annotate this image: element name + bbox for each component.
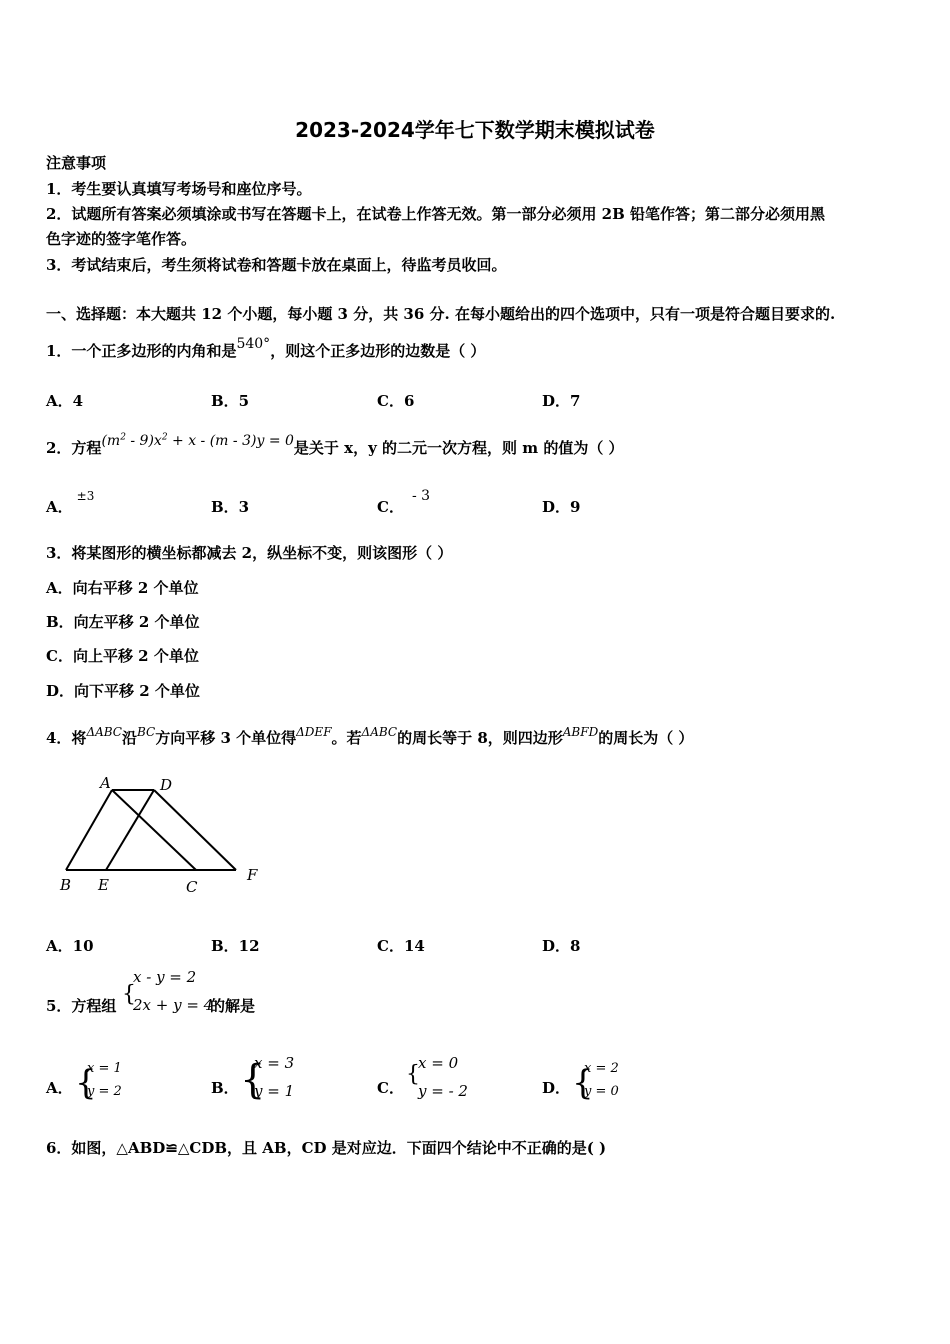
- segment-AC: [112, 790, 196, 870]
- notice-item: 1．考生要认真填写考场号和座位序号。: [46, 180, 312, 198]
- question-3: 3．将某图形的横坐标都减去 2，纵坐标不变，则该图形（ ）: [46, 544, 453, 562]
- question-1: [46, 336, 486, 361]
- page-title: 2023-2024学年七下数学期末模拟试卷: [295, 118, 655, 142]
- q5-b-y: y = 1: [254, 1082, 295, 1100]
- q3-option-d: D．向下平移 2 个单位: [46, 682, 200, 700]
- q5-eq1: x - y = 2: [133, 968, 197, 986]
- segment-DF: [154, 790, 236, 870]
- question-6: 6．如图，△ABD≌△CDB，且 AB，CD 是对应边．下面四个结论中不正确的是( ): [46, 1139, 607, 1157]
- label-B: B: [60, 876, 72, 894]
- q4-option-d: D．8: [542, 937, 581, 955]
- q4-option-a: A．10: [46, 937, 94, 955]
- label-A: A: [100, 774, 111, 792]
- q5-c-y: y = - 2: [418, 1082, 468, 1100]
- section-heading: 一、选择题：本大题共 12 个小题，每小题 3 分，共 36 分. 在每小题给出的四个选项中，只有一项是符合题目要求的.: [46, 305, 836, 323]
- q1-option-a: A．4: [46, 392, 84, 410]
- segment-AB: [66, 790, 112, 870]
- q1-option-d: D．7: [542, 392, 581, 410]
- notice-item: 2．试题所有答案必须填涂或书写在答题卡上，在试卷上作答无效。第一部分必须用 2B 铅笔作答；第二部分必须用黑: [46, 205, 826, 223]
- q5-a-y: y = 2: [87, 1084, 122, 1099]
- q5-d-y: y = 0: [584, 1084, 619, 1099]
- q5-c-x: x = 0: [418, 1054, 459, 1072]
- q4-option-b: B．12: [211, 937, 260, 955]
- q5-option-a: A．: [46, 1079, 73, 1097]
- q5-pre: 5．方程组: [46, 997, 117, 1015]
- q2-option-d: D．9: [542, 498, 581, 516]
- q2-option-c: C．- 3: [377, 488, 431, 516]
- q1-pre: 1．一个正多边形的内角和是: [46, 342, 237, 360]
- q3-option-c: C．向上平移 2 个单位: [46, 647, 199, 665]
- label-C: C: [186, 878, 198, 896]
- q1-option-b: B．5: [211, 392, 250, 410]
- q2-option-b: B．3: [211, 498, 250, 516]
- q1-option-c: C．6: [377, 392, 415, 410]
- q5-option-b: B．: [211, 1079, 239, 1097]
- q5-d-x: x = 2: [584, 1061, 619, 1076]
- q1-post: ，则这个正多边形的边数是（ ）: [270, 342, 486, 360]
- q3-option-b: B．向左平移 2 个单位: [46, 613, 200, 631]
- q2-post: 是关于 x，y 的二元一次方程，则 m 的值为（ ）: [293, 439, 624, 457]
- q5-eq2: 2x + y = 4: [133, 996, 214, 1014]
- q1-math: 540°: [236, 336, 271, 352]
- q4-option-c: C．14: [377, 937, 425, 955]
- q5-option-c: C．: [377, 1079, 404, 1097]
- notice-heading: 注意事项: [46, 154, 107, 172]
- q5-option-d: D．: [542, 1079, 571, 1097]
- question-4: 4．将$^{\Delta ABC}$沿$^{BC}$方向平移 3 个单位得$^{\Delta DEF}$。若$^{\Delta ABC}$的周长等于 8，则四边形$^{ABFD}$的周长为（ ）: [46, 725, 694, 747]
- q2-equation: $(m^2 - 9)x^2 + x - (m - 3)y = 0$: [101, 432, 294, 449]
- label-E: E: [98, 876, 109, 894]
- notice-item: 3．考试结束后，考生须将试卷和答题卡放在桌面上，待监考员收回。: [46, 256, 507, 274]
- q2-pre: 2．方程: [46, 439, 102, 457]
- q5-b-x: x = 3: [254, 1054, 295, 1072]
- q5-brace: {: [122, 982, 136, 1007]
- segment-DE: [106, 790, 154, 870]
- q2-option-a: A．$^{\pm 3}$: [46, 489, 95, 516]
- q4-figure: [50, 770, 270, 900]
- label-F: F: [247, 866, 258, 884]
- label-D: D: [160, 776, 173, 794]
- q5-post: 的解是: [210, 997, 256, 1015]
- question-2: [46, 432, 624, 458]
- notice-item: 色字迹的签字笔作答。: [46, 230, 197, 248]
- q3-option-a: A．向右平移 2 个单位: [46, 579, 199, 597]
- q5-a-x: x = 1: [87, 1061, 122, 1076]
